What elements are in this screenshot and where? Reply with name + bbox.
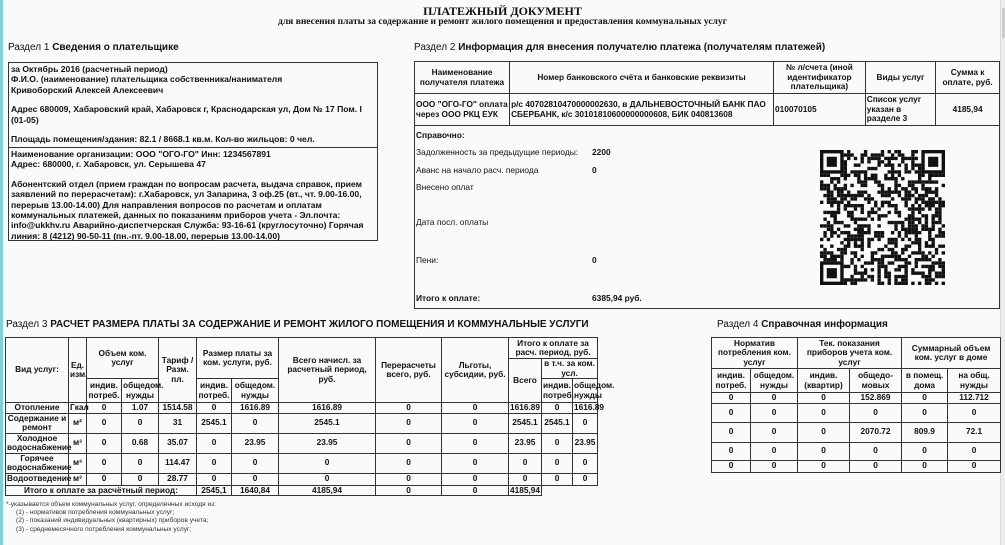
col-header: Всего	[509, 359, 542, 403]
value-cell: 0	[850, 442, 902, 460]
value-cell: 0	[376, 473, 442, 485]
value-cell: 0	[87, 403, 122, 414]
table-header-row	[415, 62, 1000, 94]
col-header: в т.ч. за ком. усл.	[542, 359, 598, 379]
section1-heading	[8, 42, 179, 53]
value-cell: 0	[279, 453, 376, 473]
penalty-value: 0	[592, 255, 597, 265]
total-value: 0	[442, 485, 509, 496]
paid-label: Внесено оплат	[416, 182, 474, 192]
total-value: 2545,1	[197, 485, 232, 496]
value-cell: 0	[376, 413, 442, 433]
service-name: Отопление	[6, 403, 69, 414]
value-cell: 0	[232, 473, 279, 485]
service-name: Содержание и ремонт	[6, 413, 69, 433]
unit: м³	[69, 433, 87, 453]
qr-code	[820, 150, 945, 285]
value-cell: 0	[197, 433, 232, 453]
payer-address: Адрес 680009, Хабаровский край, Хабаровск г, Краснодарская ул, Дом № 17 Пом. I (01-05)	[11, 104, 362, 125]
col-header: в помещ. дома	[902, 369, 948, 393]
value-cell: 35.07	[159, 433, 197, 453]
payer-name: Кривоборский Алексей Алексеевич	[11, 84, 164, 95]
col-header: общедо-мовых	[850, 369, 902, 393]
total-value: 4185,94	[279, 485, 376, 496]
value-cell: 0	[751, 422, 798, 442]
total-row	[6, 485, 598, 496]
section-prefix: Раздел 3	[6, 319, 48, 330]
value-cell: 0	[232, 413, 279, 433]
value-cell: 0	[850, 403, 902, 422]
value-cell: 0	[798, 460, 850, 472]
table-row	[6, 413, 598, 433]
value-cell: 0	[712, 393, 751, 404]
value-cell: 0	[197, 473, 232, 485]
service-name: Холодное водоснабжение	[7, 432, 72, 452]
value-cell: 23.95	[232, 433, 279, 453]
value-cell: 0	[376, 453, 442, 473]
advance-value: 0	[592, 165, 597, 175]
col-header: Виды услуг	[865, 62, 935, 94]
value-cell: 23.95	[279, 433, 376, 453]
value-cell: 0	[751, 460, 798, 472]
value-cell: 0.68	[122, 433, 159, 453]
col-header: Суммарный объем ком. услуг в доме	[902, 338, 1001, 369]
value-cell: 0	[197, 453, 232, 473]
col-header: Объем ком. услуг	[87, 338, 159, 379]
last-payment-label: Дата посл. оплаты	[416, 217, 489, 227]
value-cell: 0	[542, 433, 573, 453]
value-cell: 0	[712, 442, 751, 460]
reference-table	[711, 337, 1001, 473]
period: за Октябрь 2016 (расчетный период)	[11, 64, 168, 74]
col-header: № л/счета (иной идентификатор плательщика)	[774, 62, 866, 94]
value-cell: 0	[948, 460, 1001, 472]
value-cell: 112.712	[948, 393, 1001, 404]
col-header: Наименование получателя платежа	[415, 62, 510, 94]
footnote-item: (3) - среднемесячного потребления коммунальных услуг;	[16, 525, 192, 533]
value-cell: 0	[712, 460, 751, 472]
table-row	[415, 94, 1000, 126]
col-header: индив. потреб.	[712, 369, 751, 393]
total-label: Итого к оплате:	[416, 293, 481, 303]
value-cell: 72.1	[948, 422, 1001, 442]
value-cell: 0	[442, 413, 509, 433]
recipient-name: ООО "ОГО-ГО" оплата через ООО РКЦ ЕУК	[415, 94, 510, 126]
value-cell: 0	[122, 453, 159, 473]
value-cell: 0	[573, 453, 598, 473]
table-row	[6, 473, 598, 485]
col-header: Размер платы за ком. услуги, руб.	[197, 338, 279, 379]
value-cell: 0	[509, 453, 542, 473]
unit: м³	[69, 453, 87, 473]
value-cell: 152.869	[850, 393, 902, 404]
value-cell: 114.47	[159, 453, 197, 473]
value-cell: 0	[122, 413, 159, 433]
penalty-label: Пени:	[416, 255, 439, 265]
value-cell: 0	[442, 453, 509, 473]
service-name: Водоотведение	[7, 473, 72, 484]
col-header: Сумма к оплате, руб.	[936, 62, 1000, 94]
org-name: Наименование организации: ООО "ОГО-ГО" Инн: 1234567891	[11, 149, 271, 159]
section-title: Справочная информация	[761, 319, 888, 330]
footnote-item: (2) - показаний индивидуальных (квартирных) приборов учета;	[16, 517, 209, 525]
total-value: 0	[376, 485, 442, 496]
col-header: индив. потреб.	[542, 379, 573, 403]
value-cell: 1616.89	[510, 402, 540, 412]
value-cell: 0	[442, 403, 509, 414]
col-header: Ед. изм.	[69, 338, 87, 403]
amount: 4185,94	[936, 94, 1000, 126]
col-header: индив. (квартир)	[798, 369, 850, 393]
value-cell: 31	[159, 413, 197, 433]
value-cell: 0	[232, 453, 279, 473]
unit: Гкал	[70, 402, 89, 412]
table-row	[712, 393, 1001, 404]
charges-table	[5, 337, 615, 496]
section-title: Информация для внесения получателю платежа (получателям платежей)	[458, 42, 826, 53]
col-header: Тариф / Разм. пл.	[159, 338, 197, 403]
left-border	[0, 0, 3, 545]
value-cell: 0	[573, 413, 598, 433]
col-header: Тек. показания приборов учета ком. услуг	[798, 338, 902, 369]
section4-heading	[717, 319, 888, 330]
value-cell: 0	[850, 460, 902, 472]
value-cell: 1616.89	[574, 402, 604, 412]
table-row	[6, 433, 598, 453]
value-cell: 0	[902, 442, 948, 460]
value-cell: 0	[751, 442, 798, 460]
col-header: Льготы, субсидии, руб.	[442, 338, 509, 403]
value-cell: 0	[87, 453, 122, 473]
table-row	[712, 403, 1001, 422]
document-subtitle: для внесения платы за содержание и ремонт жилого помещения и предоставления коммунальных услуг	[278, 17, 727, 27]
col-header: индив. потреб.	[87, 379, 122, 403]
col-header: Итого к оплате за расч. период, руб.	[509, 338, 598, 359]
value-cell: 1616.89	[279, 403, 376, 414]
value-cell: 23.95	[509, 433, 542, 453]
value-cell: 0	[902, 403, 948, 422]
col-header: Перерасчеты всего, руб.	[376, 338, 442, 403]
org-address: Адрес: 680000, г. Хабаровск, ул. Серышева 47	[11, 159, 206, 170]
unit: м²	[69, 413, 87, 433]
org-contacts: Абонентский отдел (прием граждан по вопросам расчета, выдача справок, прием заявлений по перерасчетам): г.Хабаровск, ул Запарина, 3 оф.25 (вт., чт. 9.00-16.00, перерыв 13.00-14.00) Для направления вопросов по расчетам и оплатам коммунальных платежей, данных по показаниям приборов учета - Эл.почта: info@ukkhv.ru Аварийно-диспетчерская Служба: 93-16-61 (круглосуточно) Горячая линия: 8 (4212) 90-50-11 (пн.-пт. 9.00-18.00, перерыв 13.00-14.00)	[11, 178, 364, 241]
col-header: на общ. нужды	[948, 369, 1001, 393]
total-value: 4185,94	[510, 484, 540, 495]
value-cell: 0	[542, 453, 573, 473]
col-header: Всего начисл. за расчетный период, руб.	[279, 338, 376, 403]
debt-value: 2200	[592, 147, 611, 157]
col-header: индив. потреб.	[197, 379, 232, 403]
total-value: 1640,84	[232, 485, 279, 496]
value-cell: 0	[751, 403, 798, 422]
value-cell: 0	[197, 403, 232, 414]
value-cell: 0	[542, 403, 573, 414]
value-cell: 28.77	[159, 473, 197, 485]
value-cell: 0	[798, 422, 850, 442]
value-cell: 0	[573, 473, 598, 485]
value-cell: 0	[712, 403, 751, 422]
advance-label: Аванс на начало расч. периода	[416, 165, 539, 175]
value-cell: 2070.72	[850, 422, 902, 442]
section-title: Сведения о плательщике	[52, 42, 179, 53]
value-cell: 0	[948, 442, 1001, 460]
footnote-item: (1) - нормативов потребления коммунальных услуг;	[16, 509, 175, 517]
value-cell: 1514.58	[159, 403, 197, 414]
section2-heading	[414, 42, 825, 53]
table-row	[6, 453, 598, 473]
col-header: общедом. нужды	[573, 379, 598, 403]
debt-label: Задолженность за предыдущие периоды:	[416, 147, 579, 157]
document-title: ПЛАТЕЖНЫЙ ДОКУМЕНТ	[423, 4, 582, 18]
value-cell: 0	[712, 422, 751, 442]
value-cell: 0	[87, 433, 122, 453]
col-header: Норматив потребления ком. услуг	[712, 338, 798, 369]
value-cell: 0	[279, 473, 376, 485]
value-cell: 0	[442, 473, 509, 485]
value-cell: 0	[87, 413, 122, 433]
reference-label: Справочно:	[416, 130, 465, 140]
value-cell: 0	[902, 460, 948, 472]
footnote	[6, 501, 216, 534]
unit: м³	[69, 473, 87, 485]
value-cell: 0	[798, 403, 850, 422]
section-title: РАСЧЕТ РАЗМЕРА ПЛАТЫ ЗА СОДЕРЖАНИЕ И РЕМОНТ ЖИЛОГО ПОМЕЩЕНИЯ И КОММУНАЛЬНЫЕ УСЛУГИ	[50, 319, 589, 330]
value-cell: 2545.1	[279, 413, 376, 433]
value-cell: 0	[376, 433, 442, 453]
value-cell: 0	[442, 433, 509, 453]
section-prefix: Раздел 4	[717, 319, 759, 330]
value-cell: 2545.1	[542, 413, 573, 433]
total-label: Итого к оплате за расчётный период:	[6, 485, 197, 496]
value-cell: 0	[798, 442, 850, 460]
table-row	[712, 442, 1001, 460]
bank-details: р/с 40702810470000002630, в ДАЛЬНЕВОСТОЧНЫЙ БАНК ПАО СБЕРБАНК, к/с 30101810600000000608, БИК 040813608	[510, 94, 774, 126]
col-header: Номер банковского счёта и банковские реквизиты	[510, 62, 774, 94]
value-cell: 2545.1	[197, 413, 232, 433]
payer-info-box	[8, 62, 378, 241]
value-cell: 0	[798, 393, 850, 404]
value-cell: 0	[122, 473, 159, 485]
value-cell: 1.07	[122, 403, 159, 414]
col-header: общедом. нужды	[122, 379, 159, 403]
payer-label: Ф.И.О. (наименование) плательщика собственника/нанимателя	[11, 74, 283, 85]
value-cell: 809.9	[902, 422, 948, 442]
section-prefix: Раздел 1	[8, 42, 50, 53]
service-name: Горячее водоснабжение	[7, 452, 72, 472]
value-cell: 23.95	[573, 433, 598, 453]
table-row	[712, 422, 1001, 442]
total-value: 6385,94 руб.	[592, 293, 642, 303]
service-types: Список услуг указан в разделе 3	[865, 94, 935, 126]
value-cell: 0	[948, 403, 1001, 422]
table-row	[6, 403, 598, 414]
col-header: общедом. нужды	[751, 369, 798, 393]
section3-heading	[6, 319, 589, 330]
value-cell: 0	[902, 393, 948, 404]
value-cell: 0	[542, 473, 573, 485]
value-cell: 0	[376, 403, 442, 414]
section-prefix: Раздел 2	[414, 42, 456, 53]
area-info: Площадь помещения/здания: 82.1 / 8668.1 кв.м. Кол-во жильцов: 0 чел.	[11, 134, 315, 145]
value-cell: 2545.1	[509, 413, 542, 433]
account-number: 010070105	[774, 94, 866, 126]
value-cell: 0	[509, 473, 542, 485]
col-header: общедом. нужды	[232, 379, 279, 403]
footnote-lead: *-указывается объем коммунальных услуг, определенных исходя из:	[6, 501, 217, 508]
col-header: Вид услуг:	[6, 338, 69, 403]
value-cell: 0	[87, 473, 122, 485]
value-cell: 0	[751, 393, 798, 404]
value-cell: 1616.89	[232, 403, 279, 414]
table-row	[712, 460, 1001, 472]
